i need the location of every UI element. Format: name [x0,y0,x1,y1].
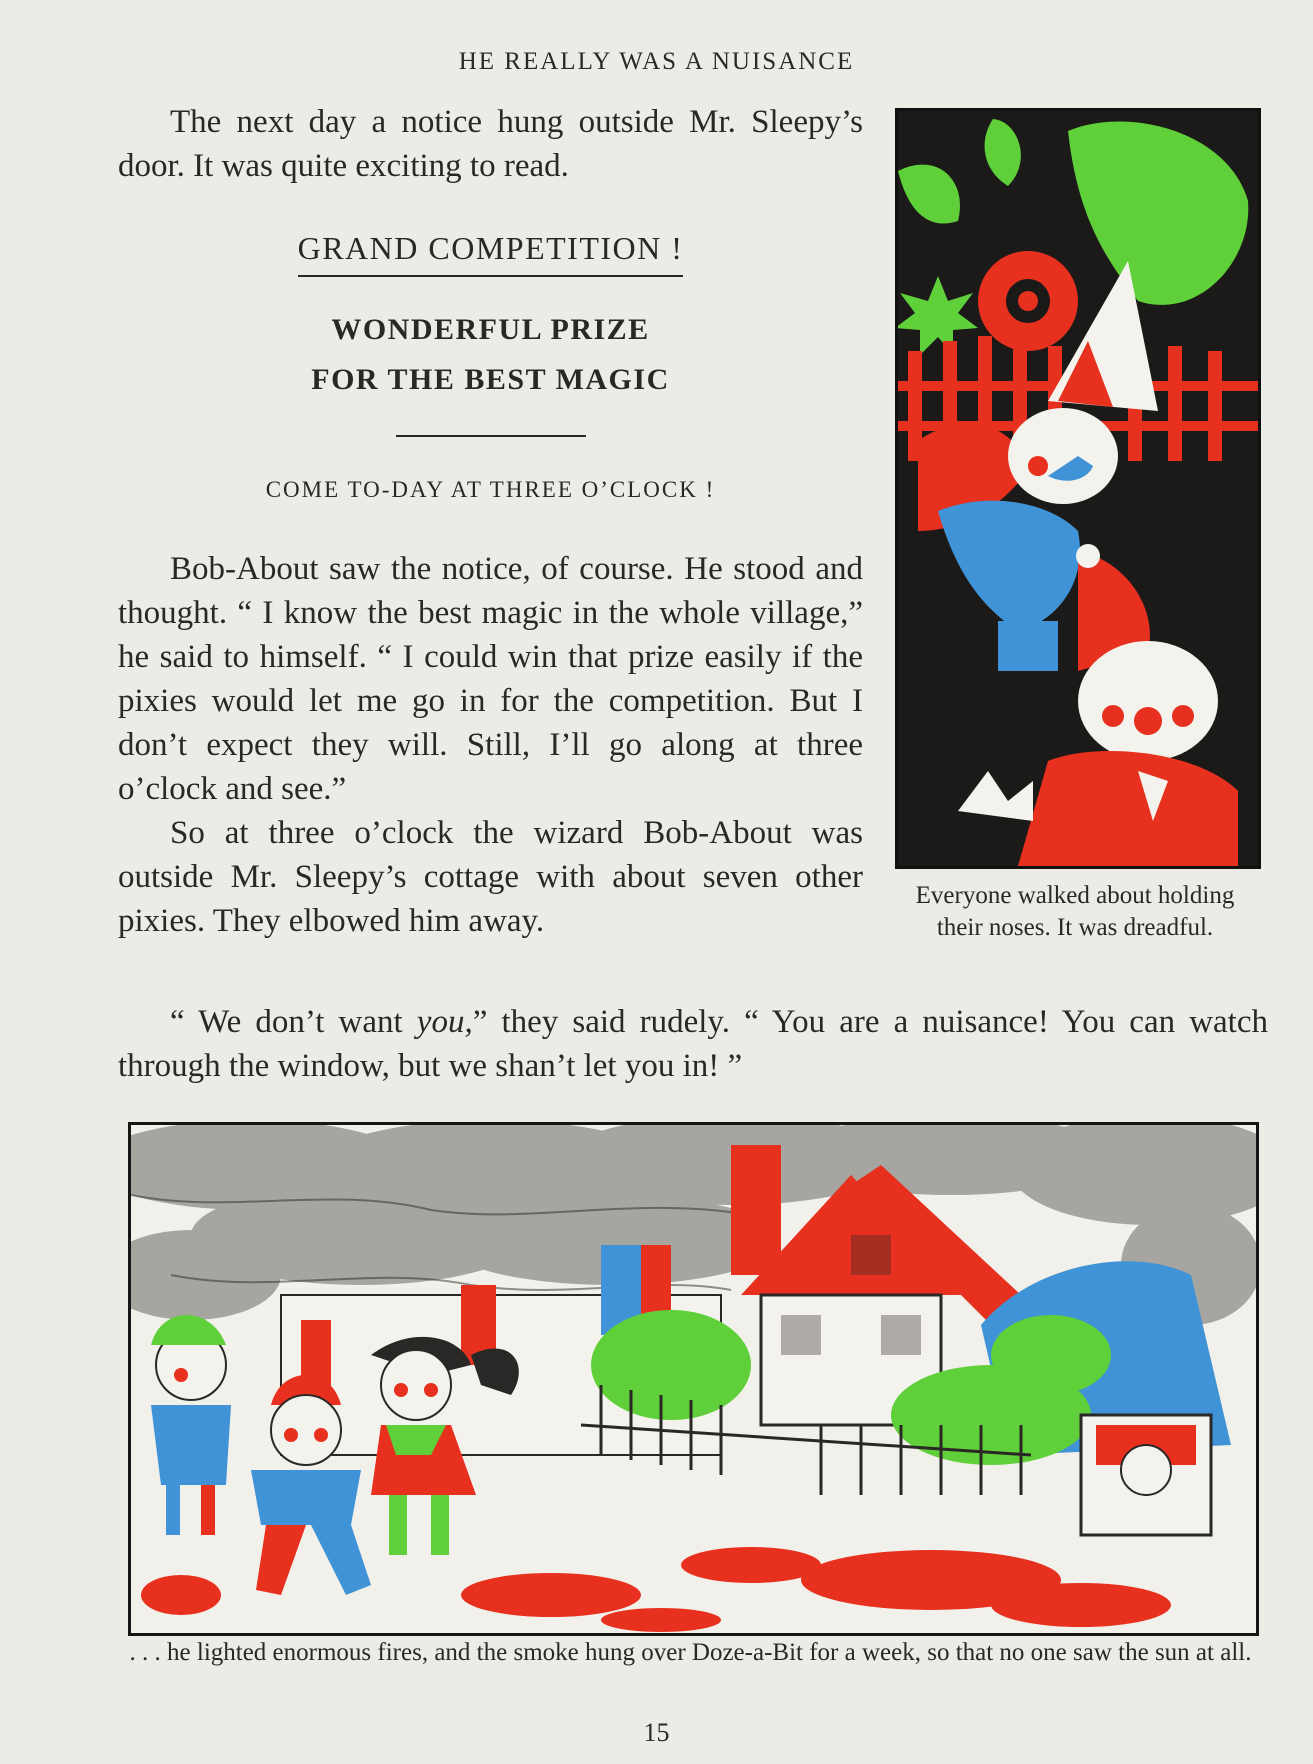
paragraph-three-oclock: So at three o’clock the wizard Bob-About was outside Mr. Sleepy’s cottage with about seven other pixies. They elbowed him away. [118,815,863,939]
caption-illustration-1: Everyone walked about holding their noses. It was dreadful. [915,882,1235,941]
illustration-village-smoke [128,1122,1259,1636]
paragraph-bob-about-thinks: Bob-About saw the notice, of course. He stood and thought. “ I know the best magic in the whole village,” he said to himself. “ I could win that prize easily if the pixies would let me go in for the competition. But I don’t expect they will. Still, I’ll go along at three o’clock and see.” [118,551,863,807]
notice-time: COME TO-DAY AT THREE O’CLOCK ! [265,477,716,502]
caption-illustration-2: . . . he lighted enormous fires, and the smoke hung over Doze-a-Bit for a week, so that no one saw the sun at all. [129,1639,1252,1666]
left-column [118,100,863,943]
quote-end: ” they said rudely. “ You are a nuisance! You can watch through the window, but we shan’t let you in! ” [118,1004,1268,1084]
notice-prize-line-2: FOR THE BEST MAGIC [311,363,670,396]
paragraph-we-dont-want-you [118,1000,1268,1088]
page-number: 15 [643,1718,670,1747]
notice-prize-line-1: WONDERFUL PRIZE [331,313,650,346]
running-head: HE REALLY WAS A NUISANCE [458,48,855,75]
notice-title: GRAND COMPETITION ! [298,230,684,277]
illustration-pixies-holding-noses [895,108,1261,869]
quote-start: “ We don’t want [170,1004,417,1040]
competition-notice [118,188,863,503]
paragraph-notice-intro: The next day a notice hung outside Mr. Sleepy’s door. It was quite exciting to read. [118,104,863,184]
notice-prize [118,305,863,405]
notice-divider [396,435,586,437]
emphasis-you: you, [416,1004,473,1040]
